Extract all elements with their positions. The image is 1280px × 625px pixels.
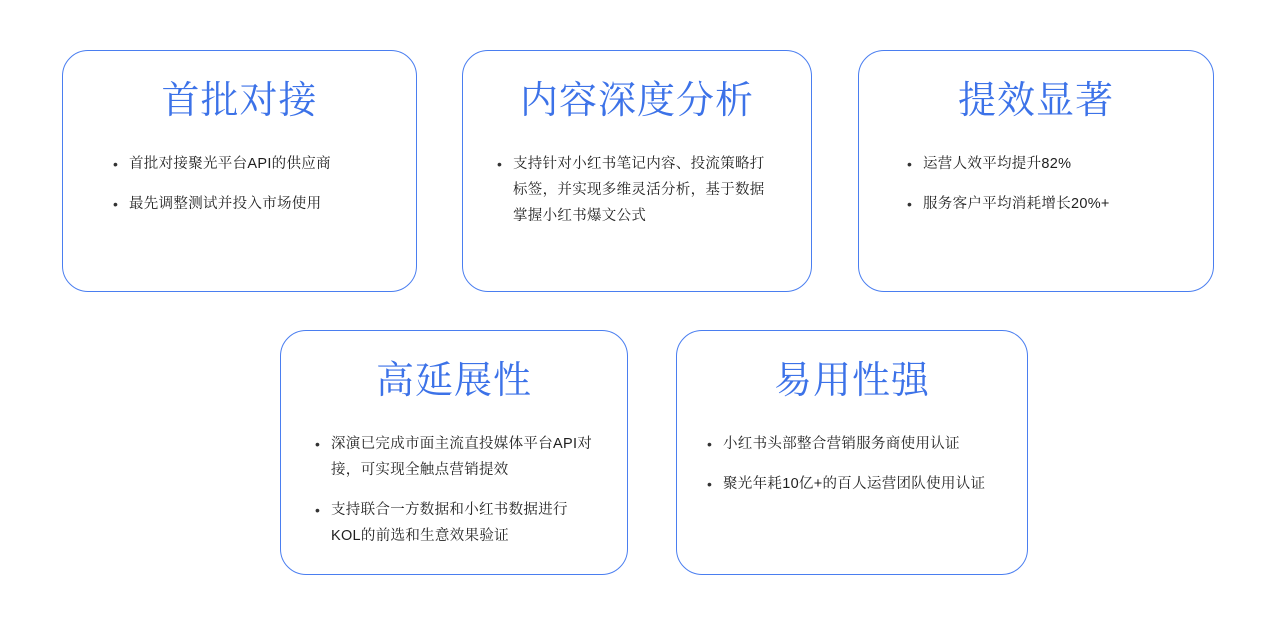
list-item [113, 191, 366, 217]
list-item-text: 深演已完成市面主流直投媒体平台API对接，可实现全触点营销提效 [331, 435, 593, 478]
list-item [907, 151, 1165, 177]
feature-card-content-analysis [462, 50, 812, 292]
card-bullet-list [463, 151, 811, 243]
list-item-text: 运营人效平均提升82% [923, 155, 1072, 172]
feature-card-first-integration [62, 50, 417, 292]
card-bullet-list [63, 151, 416, 231]
bullet-dot-icon: • [113, 195, 118, 212]
card-bullet-list [281, 431, 627, 563]
card-title: 提效显著 [957, 80, 1114, 122]
bullet-dot-icon: • [113, 155, 118, 172]
bullet-dot-icon: • [315, 435, 320, 452]
list-item-text: 服务客户平均消耗增长20%+ [923, 195, 1110, 212]
feature-card-extensibility [280, 330, 628, 575]
card-title: 易用性强 [773, 360, 930, 402]
list-item-text: 支持联合一方数据和小红书数据进行KOL的前选和生意效果验证 [331, 501, 568, 544]
list-item-text: 小红书头部整合营销服务商使用认证 [723, 435, 960, 452]
list-item [315, 497, 593, 549]
card-bullet-list [677, 431, 1027, 511]
list-item [707, 431, 997, 457]
feature-card-efficiency [858, 50, 1214, 292]
bullet-dot-icon: • [707, 475, 712, 492]
list-item-text: 支持针对小红书笔记内容、投流策略打标签，并实现多维灵活分析，基于数据掌握小红书爆文公式 [513, 155, 765, 224]
card-title: 高延展性 [375, 360, 532, 402]
feature-card-usability [676, 330, 1028, 575]
bullet-dot-icon: • [315, 501, 320, 518]
list-item [113, 151, 366, 177]
list-item [497, 151, 777, 229]
list-item-text: 最先调整测试并投入市场使用 [129, 195, 322, 212]
list-item-text: 首批对接聚光平台API的供应商 [129, 155, 331, 172]
bullet-dot-icon: • [497, 155, 502, 172]
list-item [907, 191, 1165, 217]
card-title: 内容深度分析 [519, 80, 754, 122]
bullet-dot-icon: • [707, 435, 712, 452]
bullet-dot-icon: • [907, 195, 912, 212]
list-item-text: 聚光年耗10亿+的百人运营团队使用认证 [723, 475, 986, 492]
list-item [707, 471, 997, 497]
card-title: 首批对接 [161, 80, 318, 122]
list-item [315, 431, 593, 483]
card-bullet-list [859, 151, 1213, 231]
bullet-dot-icon: • [907, 155, 912, 172]
